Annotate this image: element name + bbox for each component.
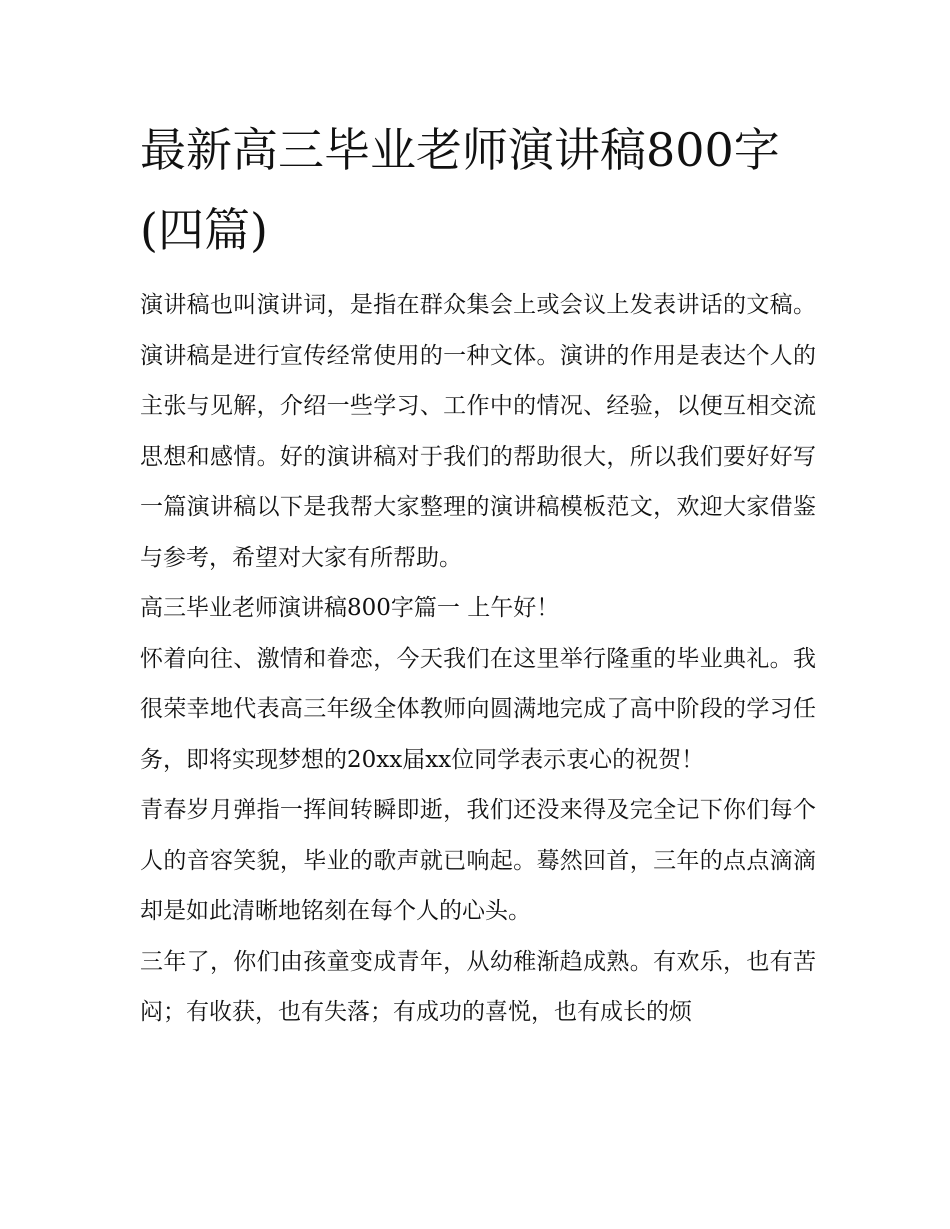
paragraph-youth: 青春岁月弹指一挥间转瞬即逝，我们还没来得及完全记下你们每个人的音容笑貌，毕业的歌声就已响起。蓦然回首，三年的点点滴滴却是如此清晰地铭刻在每个人的心头。 bbox=[140, 797, 816, 924]
paragraph-three-years: 三年了，你们由孩童变成青年，从幼稚渐趋成熟。有欢乐，也有苦闷；有收获，也有失落；有成功的喜悦，也有成长的烦 bbox=[140, 948, 816, 1025]
paragraph-section-heading: 高三毕业老师演讲稿800字篇一 上午好！ bbox=[140, 595, 560, 621]
document-title: 最新高三毕业老师演讲稿800字(四篇) bbox=[140, 123, 780, 257]
paragraph-greeting: 怀着向往、激情和眷恋，今天我们在这里举行隆重的毕业典礼。我很荣幸地代表高三年级全体教师向圆满地完成了高中阶段的学习任务，即将实现梦想的20xx届xx位同学表示衷心的祝贺！ bbox=[140, 645, 816, 773]
document-body bbox=[140, 280, 816, 1038]
paragraph-intro: 演讲稿也叫演讲词，是指在群众集会上或会议上发表讲话的文稿。演讲稿是进行宣传经常使用的一种文体。演讲的作用是表达个人的主张与见解，介绍一些学习、工作中的情况、经验，以便互相交流思想和感情。好的演讲稿对于我们的帮助很大，所以我们要好好写一篇演讲稿以下是我帮大家整理的演讲稿模板范文，欢迎大家借鉴与参考，希望对大家有所帮助。 bbox=[140, 292, 816, 571]
